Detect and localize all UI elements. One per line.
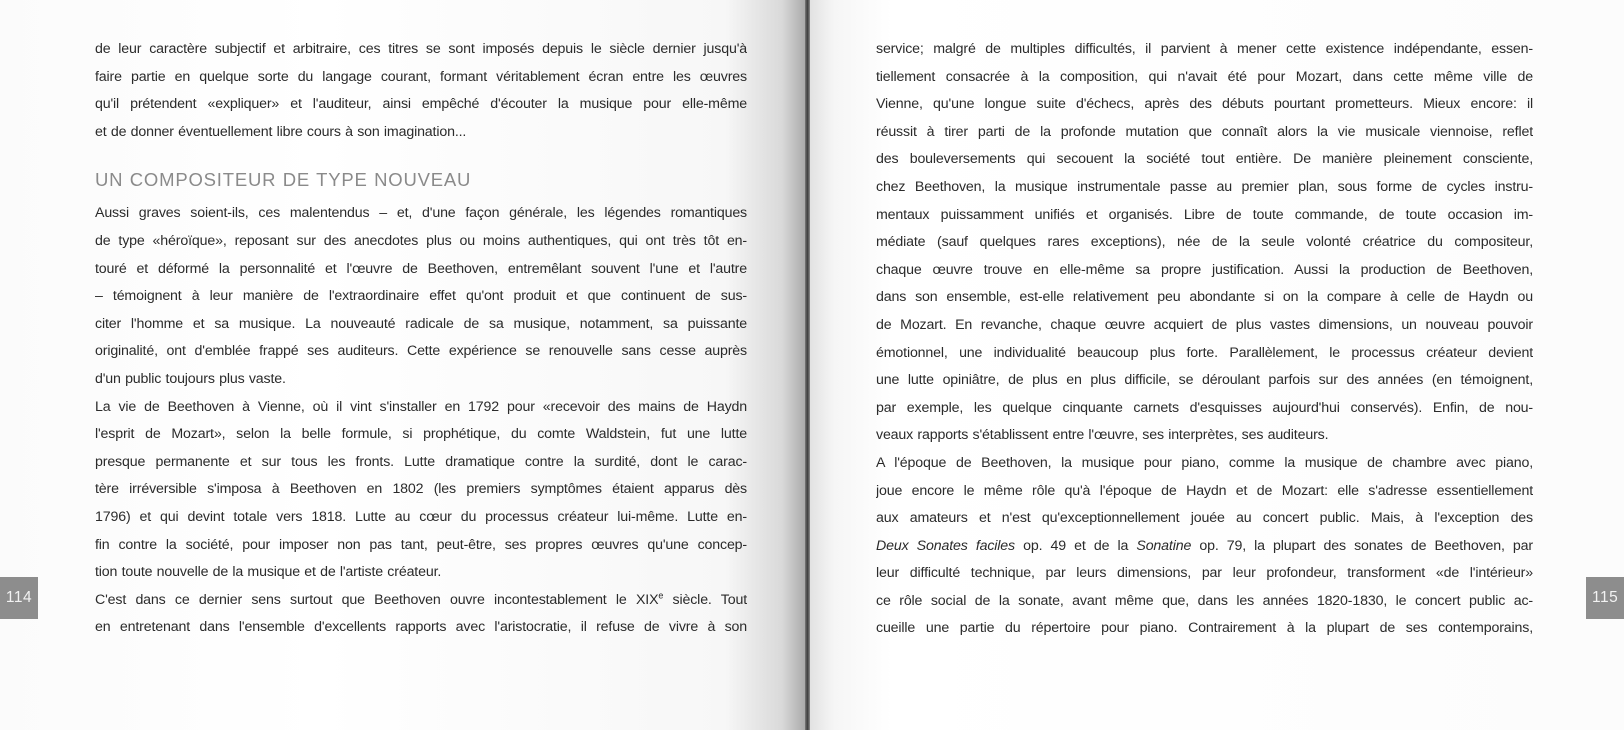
text-line: joue encore le même rôle qu'à l'époque de Haydn et de Mozart: elle s'adresse essentiellement: [876, 482, 1533, 499]
text-line: mentaux puissamment unifiés et organisés. Libre de toute commande, de toute occasion im-: [876, 206, 1533, 223]
text-fragment: C'est dans ce dernier sens surtout que Beethoven ouvre incontestablement le XIX: [95, 591, 659, 608]
text-line: chez Beethoven, la musique instrumentale passe au premier plan, sous forme de cycles instru-: [876, 178, 1533, 195]
text-line: faire partie en quelque sorte du langage courant, formant véritablement écran entre les œuvres: [95, 68, 747, 85]
text-line: cueille une partie du répertoire pour piano. Contrairement à la plupart de ses contemporains,: [876, 620, 1533, 637]
text-line-with-superscript: [95, 587, 747, 615]
page-number-tab: [0, 577, 38, 619]
text-line: par exemple, les quelque cinquante carnets d'esquisses aujourd'hui conservés). Enfin, de nou-: [876, 399, 1533, 416]
text-fragment: op. 79, la plupart des sonates de Beethoven, par: [1191, 537, 1533, 554]
text-line: aux amateurs et n'est qu'exceptionnellement jouée au concert public. Mais, à l'exception des: [876, 510, 1533, 527]
superscript: e: [658, 589, 664, 600]
text-line: ce rôle social de la sonate, avant même que, dans les années 1820-1830, le concert public ac-: [876, 592, 1533, 609]
text-line: de Mozart. En revanche, chaque œuvre acquiert de plus vastes dimensions, un nouveau pouvoir: [876, 316, 1533, 333]
text-line: chaque œuvre trouve en elle-même sa propre justification. Aussi la production de Beethoven,: [876, 261, 1533, 278]
text-line: dans son ensemble, est-elle relativement peu abondante si on la compare à celle de Haydn ou: [876, 289, 1533, 306]
text-line: La vie de Beethoven à Vienne, où il vint s'installer en 1792 pour «recevoir des mains de Haydn: [95, 398, 747, 415]
text-line: service; malgré de multiples difficultés, il parvient à mener cette existence indépendante, essen-: [876, 41, 1533, 57]
text-line: Vienne, qu'une longue suite d'échecs, après des débuts pourtant prometteurs. Mieux encore: il: [876, 96, 1533, 113]
text-line: 1796) et qui devint totale vers 1818. Lutte au cœur du processus créateur lui-même. Lutte en-: [95, 508, 747, 525]
text-line: – témoignent à leur manière de l'extraordinaire effet qu'ont produit et que continuent de sus-: [95, 288, 747, 305]
text-line: en entretenant dans l'ensemble d'excellents rapports avec l'aristocratie, il refuse de vivre à son: [95, 619, 747, 636]
text-line: qu'il prétendent «expliquer» et l'auditeur, ainsi empêché d'écouter la musique pour elle-même: [95, 96, 747, 113]
text-line: d'un public toujours plus vaste.: [95, 370, 286, 387]
text-line: tère irréversible s'imposa à Beethoven en 1802 (les premiers symptômes étaient apparus dès: [95, 481, 747, 498]
text-line: de type «héroïque», reposant sur des anecdotes plus ou moins authentiques, qui ont très tôt en-: [95, 232, 747, 249]
left-page-text: [95, 36, 747, 642]
text-line: et de donner éventuellement libre cours à son imagination...: [95, 123, 467, 140]
text-line: leur difficulté technique, par leurs dimensions, par leur profondeur, transforment «de l'intérieur»: [876, 565, 1533, 582]
work-title: Deux Sonates faciles: [876, 537, 1015, 554]
text-line: originalité, ont d'emblée frappé ses auditeurs. Cette expérience se renouvelle sans cesse auprès: [95, 343, 747, 360]
right-page-text: [876, 36, 1533, 643]
text-line: émotionnel, une individualité beaucoup plus forte. Parallèlement, le processus créateur devient: [876, 344, 1533, 361]
text-fragment: op. 49 et de la: [1014, 537, 1137, 554]
work-title: Sonatine: [1136, 537, 1192, 554]
text-line: touré et déformé la personnalité et l'œuvre de Beethoven, entremêlant souvent l'une et l'autre: [95, 260, 747, 277]
text-line: Aussi graves soient-ils, ces malentendus – et, d'une façon générale, les légendes romantiques: [95, 205, 747, 222]
text-fragment: siècle. Tout: [663, 591, 747, 608]
text-line: réussit à tirer parti de la profonde mutation que connaît alors la vie musicale viennoise, reflet: [876, 123, 1533, 140]
text-line: fin contre la société, pour imposer non pas tant, peut-être, ses propres œuvres qu'une concep-: [95, 536, 747, 553]
text-line: A l'époque de Beethoven, la musique pour piano, comme la musique de chambre avec piano,: [876, 454, 1533, 471]
text-line: tiellement consacrée à la composition, qui n'avait été pour Mozart, dans cette même ville de: [876, 68, 1533, 85]
text-line: tion toute nouvelle de la musique et de l'artiste créateur.: [95, 564, 442, 581]
text-line: veaux rapports s'établissent entre l'œuvre, ses interprètes, ses auditeurs.: [876, 427, 1329, 444]
text-line: des bouleversements qui secouent la société tout entière. De manière pleinement consciente,: [876, 151, 1533, 168]
text-line: de leur caractère subjectif et arbitraire, ces titres se sont imposés depuis le siècle dernier jusqu'à: [95, 41, 747, 57]
text-line: presque permanente et sur tous les fronts. Lutte dramatique contre la surdité, dont le carac-: [95, 453, 747, 470]
text-line: citer l'homme et sa musique. La nouveauté radicale de sa musique, notamment, sa puissante: [95, 315, 747, 332]
page-number-tab: [1586, 577, 1624, 619]
text-line: l'esprit de Mozart», selon la belle formule, si prophétique, du comte Waldstein, fut une lutte: [95, 426, 747, 443]
page-number: 114: [5, 589, 33, 606]
section-heading: UN COMPOSITEUR DE TYPE NOUVEAU: [95, 169, 472, 191]
left-page: [0, 0, 806, 730]
page-number: 115: [1592, 589, 1619, 606]
text-line-with-italics: [876, 533, 1533, 561]
text-line: une lutte opiniâtre, de plus en plus difficile, se déroulant parfois sur des années (en témoignent,: [876, 372, 1533, 389]
text-line: médiate (sauf quelques rares exceptions), née de la seule volonté créatrice du compositeur,: [876, 234, 1533, 251]
